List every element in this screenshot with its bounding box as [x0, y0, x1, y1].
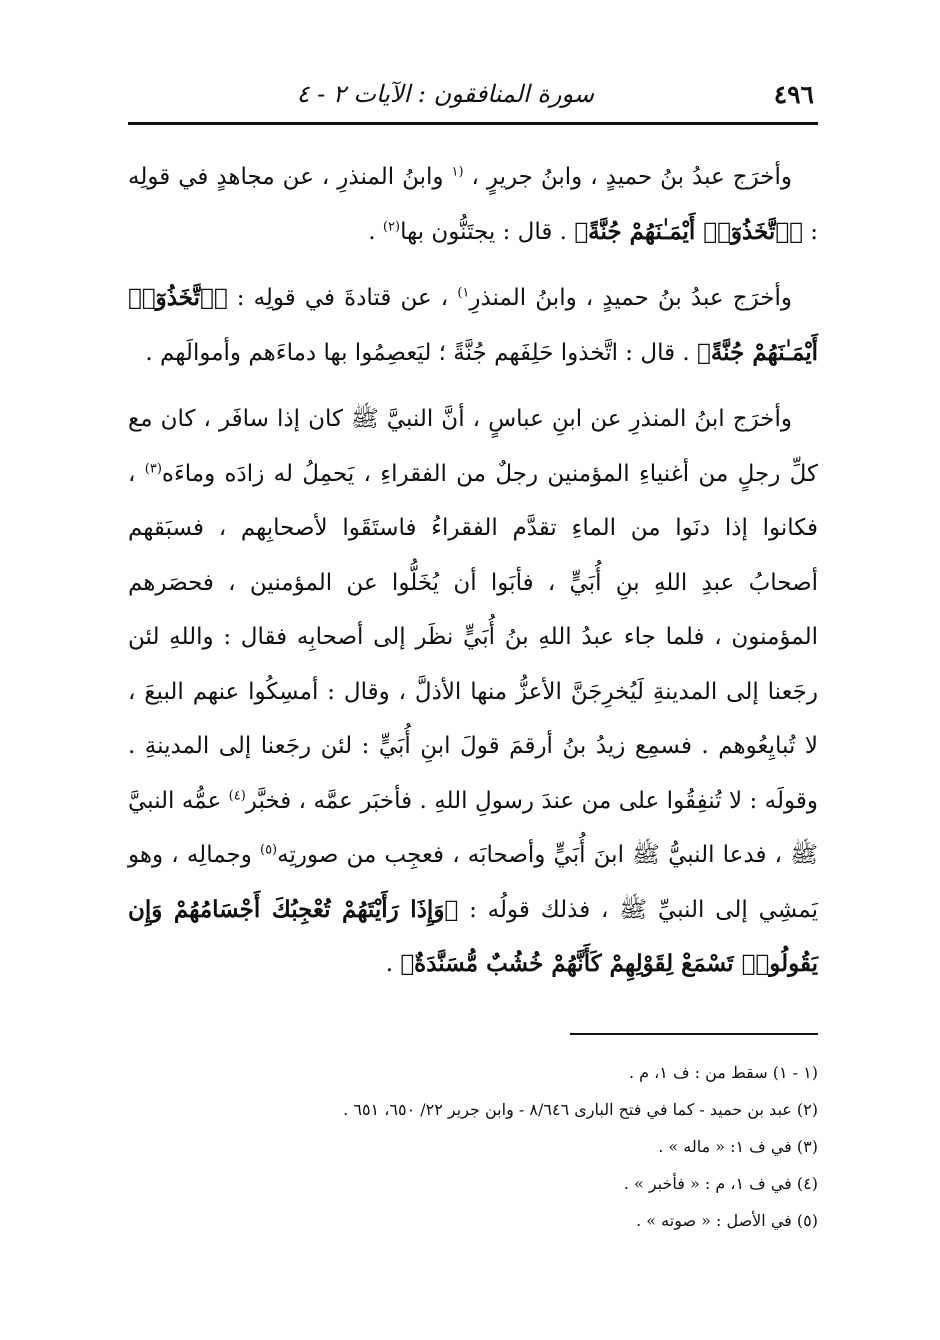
footnote: (١ - ١) سقط من : ف ١، م .	[628, 1063, 818, 1082]
text-run: وأخرَج عبدُ بنُ حميدٍ ، وابنُ المنذرِ	[469, 285, 792, 311]
main-text	[128, 150, 818, 992]
text-run: ، فكانوا إذا دنَوا من الماءِ تقدَّم الفقراءُ فاستَقَوا لأصحابِهم ، فسبَقهم أصحابُ عبدِ اللهِ بنِ أُبَيٍّ ، فأبَوا أن يُخَلُّوا عن المؤمنين ، فحصَرهم المؤمنون ، فلما جاء عبدُ اللهِ بنُ أُبَيٍّ نظَر إلى أصحابِه فقال : واللهِ لئن رجَعنا إلى المدينةِ لَيُخرِجَنَّ الأعزُّ منها الأذلَّ ، وقال : أمسِكُوا عنهم البيعَ ، لا تُبايِعُوهم . فسمِع زيدُ بنُ أرقمَ قولَ ابنِ أُبَيٍّ : لئن رجَعنا إلى المدينةِ . وقولَه : لا تُنفِقُوا على من عندَ رسولِ اللهِ . فأخبَر عمَّه ، فخبَّر	[128, 460, 818, 814]
quran-quote: ﴿ٱتَّخَذُوٓا۟ أَيْمَـٰنَهُمْ جُنَّةً﴾	[574, 217, 803, 245]
text-run: وأخرَج عبدُ بنُ حميدٍ ، وابنُ جريرٍ ،	[463, 164, 793, 190]
paragraph	[128, 271, 818, 380]
quran-quote: ﴿وَإِذَا رَأَيْتَهُمْ تُعْجِبُكَ أَجْسَامُهُمْ وَإِن يَقُولُوا۟ تَسْمَعْ لِقَوْلِهِمْ كَأَنَّهُمْ خُشُبٌ مُّسَنَّدَةٌ﴾	[128, 895, 818, 977]
text-run: عمُّه النبيَّ ﷺ ، فدعا النبيُّ ﷺ ابنَ أُبَيٍّ وأصحابَه ، فعجِب من صورتِه	[128, 787, 818, 868]
footnote: (٥) في الأصل : « صوته » .	[636, 1211, 818, 1230]
paragraph	[128, 392, 818, 992]
footnote-marker: (٥)	[259, 842, 278, 858]
footnote-marker: ١)	[457, 285, 470, 301]
page-number: ٤٩٦	[773, 80, 814, 109]
footnote-marker: (٣)	[144, 460, 162, 476]
text-run: .	[368, 218, 383, 245]
text-run: . قال : يجتَنُّون بها	[400, 218, 575, 245]
running-title: سورة المنافقون : الآيات ٢ - ٤	[296, 80, 594, 108]
footnote-marker: (١	[451, 164, 464, 180]
footnote: (٣) في ف ١: « ماله » .	[658, 1137, 818, 1156]
page-header	[128, 80, 814, 120]
footnote-divider	[570, 1033, 818, 1035]
footnote-marker: (٢)	[382, 218, 401, 234]
footnote-marker: (٤)	[228, 787, 246, 803]
footnote: (٤) في ف ١، م : « فأخبر » .	[623, 1174, 818, 1193]
text-run: .	[385, 951, 401, 977]
footnotes	[200, 1054, 818, 1239]
text-run: وابنُ المنذرِ ، عن مجاهدٍ في قولِه :	[128, 164, 818, 245]
footnote: (٢) عبد بن حميد - كما في فتح البارى ٨/٦٤٦ - وابن جرير ٢٢/ ٦٥٠، ٦٥١ .	[343, 1100, 818, 1119]
quran-quote: ﴿ٱتَّخَذُوٓا۟ أَيْمَـٰنَهُمْ جُنَّةً﴾	[128, 284, 818, 366]
text-run: ، عن قتادةَ في قولِه :	[227, 285, 458, 311]
text-run: وجمالِه ، وهو يَمشِي إلى النبيِّ ﷺ ، فذلك قولُه :	[128, 842, 818, 923]
text-run: . قال : اتَّخذوا حَلِفَهم جُنَّةً ؛ ليَعصِمُوا بها دماءَهم وأموالَهم .	[145, 339, 698, 366]
paragraph	[128, 150, 818, 259]
text-run: وأخرَج ابنُ المنذرِ عن ابنِ عباسٍ ، أنَّ النبيَّ ﷺ كان إذا سافَر ، كان مع كلِّ رجلٍ من أغنياءِ المؤمنين رجلٌ من الفقراءِ ، يَحمِلُ له زادَه وماءَه	[128, 406, 819, 487]
header-rule	[128, 122, 818, 125]
